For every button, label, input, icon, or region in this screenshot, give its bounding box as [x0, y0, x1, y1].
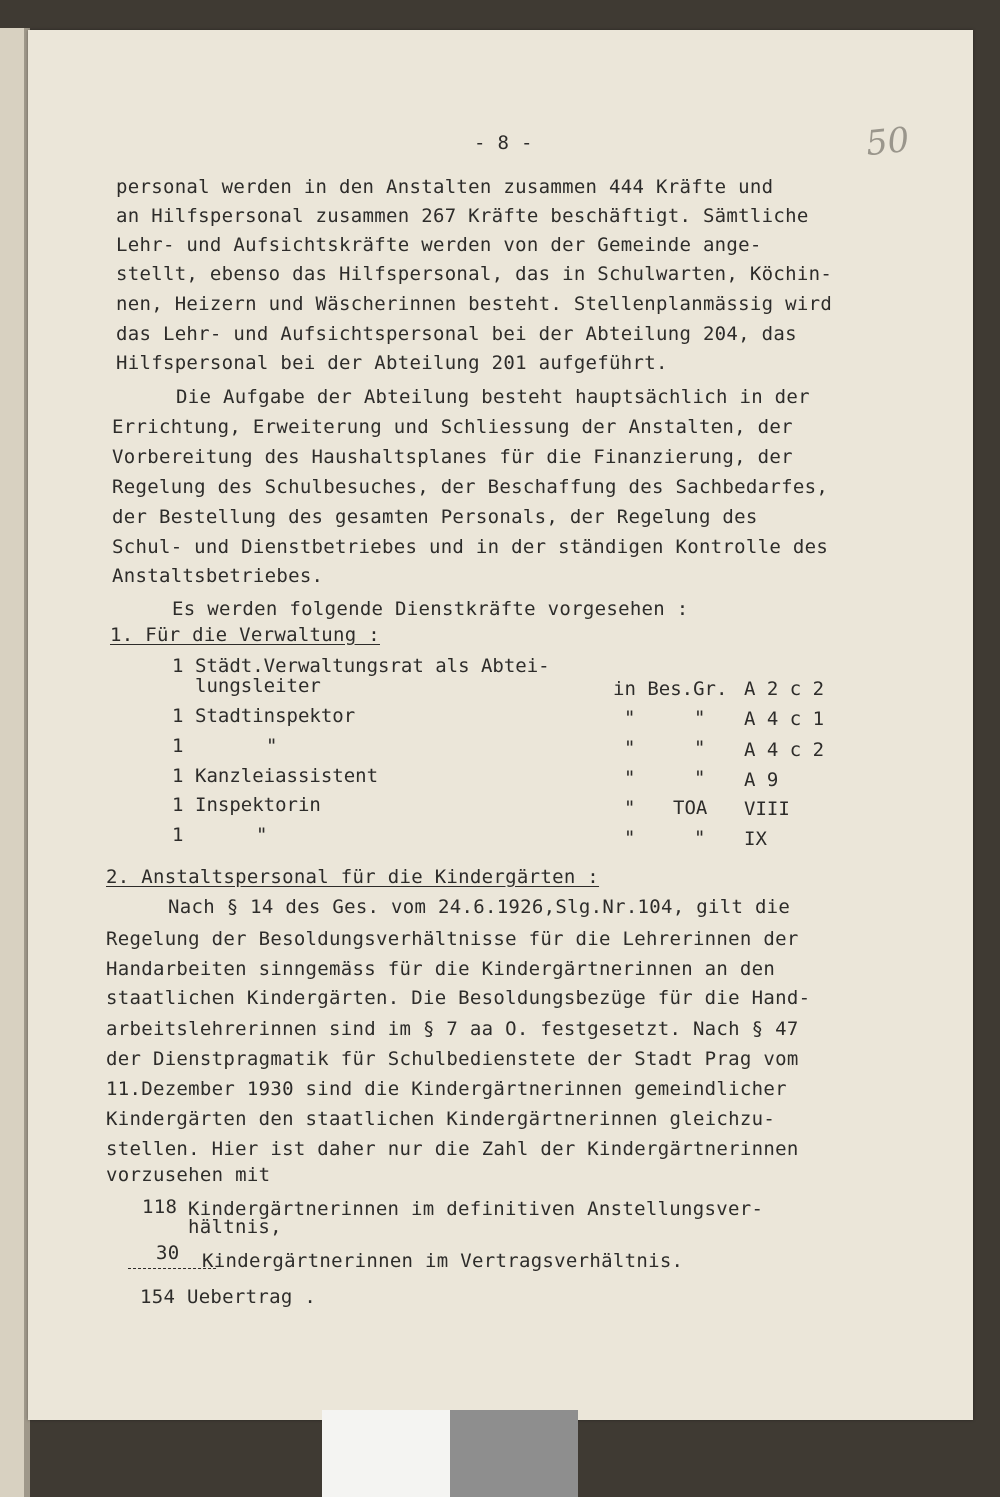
row-grade: VIII	[744, 798, 790, 820]
item-text-continued: hältnis,	[188, 1216, 282, 1238]
text-line: nen, Heizern und Wäscherinnen besteht. Stellenplanmässig wird	[116, 293, 833, 315]
calibration-patch-gray	[450, 1410, 578, 1497]
row-grade: A 4 c 2	[744, 739, 825, 761]
text-line: staatlichen Kindergärten. Die Besoldungsbezüge für die Hand-	[106, 987, 811, 1009]
row-count: 1	[172, 655, 184, 677]
document-page	[28, 30, 973, 1420]
text-line: an Hilfspersonal zusammen 267 Kräfte beschäftigt. Sämtliche	[116, 205, 809, 227]
adjacent-page-edge	[0, 28, 24, 1497]
row-count: 1	[172, 765, 184, 787]
row-pay-group: in Bes.Gr.	[613, 678, 728, 700]
text-line: Lehr- und Aufsichtskräfte werden von der Gemeinde ange-	[116, 234, 762, 256]
page-number: - 8 -	[474, 132, 533, 154]
row-title: Kanzleiassistent	[195, 765, 379, 787]
item-text: Kindergärtnerinnen im Vertragsverhältnis.	[202, 1250, 684, 1272]
row-count: 1	[172, 824, 184, 846]
carry-total: 154 Uebertrag .	[140, 1286, 317, 1308]
text-line: 11.Dezember 1930 sind die Kindergärtnerinnen gemeindlicher	[106, 1078, 787, 1100]
text-line: Vorbereitung des Haushaltsplanes für die Finanzierung, der	[112, 446, 793, 468]
row-pay-group: "	[624, 797, 636, 819]
row-grade: A 4 c 1	[744, 708, 825, 730]
text-line: Errichtung, Erweiterung und Schliessung der Anstalten, der	[112, 416, 793, 438]
folio-number: 50	[864, 119, 912, 165]
row-pay-group: "	[624, 737, 636, 759]
row-title: Inspektorin	[195, 794, 321, 816]
row-grade: A 2 c 2	[744, 678, 825, 700]
row-pay-group: "	[624, 767, 636, 789]
text-line: Die Aufgabe der Abteilung besteht hauptsächlich in der	[176, 386, 810, 408]
text-line: Nach § 14 des Ges. vom 24.6.1926,Slg.Nr.104, gilt die	[168, 896, 791, 918]
text-line: Anstaltsbetriebes.	[112, 565, 324, 587]
row-pay-group: "	[624, 707, 636, 729]
section-heading: 1. Für die Verwaltung :	[110, 624, 380, 646]
intro-line: Es werden folgende Dienstkräfte vorgesehen :	[172, 598, 689, 620]
text-line: Schul- und Dienstbetriebes und in der ständigen Kontrolle des	[112, 536, 829, 558]
item-count: 30	[156, 1242, 180, 1264]
sum-rule	[128, 1268, 216, 1269]
row-title: Städt.Verwaltungsrat als Abtei-	[195, 655, 550, 677]
text-line: Kindergärten den staatlichen Kindergärtnerinnen gleichzu-	[106, 1108, 776, 1130]
row-pay-scale: "	[694, 707, 706, 729]
row-count: 1	[172, 705, 184, 727]
text-line: Handarbeiten sinngemäss für die Kindergärtnerinnen an den	[106, 958, 776, 980]
row-title: "	[256, 824, 268, 846]
calibration-patch-white	[322, 1410, 450, 1497]
row-pay-scale: "	[694, 767, 706, 789]
text-line: personal werden in den Anstalten zusammen 444 Kräfte und	[116, 176, 774, 198]
row-count: 1	[172, 794, 184, 816]
text-line: Hilfspersonal bei der Abteilung 201 aufgeführt.	[116, 352, 668, 374]
text-line: stellt, ebenso das Hilfspersonal, das in Schulwarten, Köchin-	[116, 263, 833, 285]
text-line: der Dienstpragmatik für Schulbedienstete der Stadt Prag vom	[106, 1048, 799, 1070]
text-line: vorzusehen mit	[106, 1164, 271, 1186]
row-title: "	[266, 735, 278, 757]
text-line: Regelung des Schulbesuches, der Beschaffung des Sachbedarfes,	[112, 476, 829, 498]
row-count: 1	[172, 735, 184, 757]
row-pay-scale: TOA	[673, 797, 708, 819]
row-pay-scale: "	[694, 827, 706, 849]
row-pay-scale: "	[694, 737, 706, 759]
item-count: 118	[142, 1196, 178, 1218]
row-title: Stadtinspektor	[195, 705, 356, 727]
section-heading: 2. Anstaltspersonal für die Kindergärten :	[106, 866, 600, 888]
text-line: arbeitslehrerinnen sind im § 7 aa O. festgesetzt. Nach § 47	[106, 1018, 799, 1040]
text-line: Regelung der Besoldungsverhältnisse für die Lehrerinnen der	[106, 928, 799, 950]
text-line: stellen. Hier ist daher nur die Zahl der Kindergärtnerinnen	[106, 1138, 799, 1160]
item-text: Kindergärtnerinnen im definitiven Anstellungsver-	[188, 1198, 764, 1220]
row-pay-group: "	[624, 827, 636, 849]
row-grade: A 9	[744, 769, 779, 791]
text-line: der Bestellung des gesamten Personals, der Regelung des	[112, 506, 758, 528]
row-grade: IX	[744, 828, 767, 850]
text-line: das Lehr- und Aufsichtspersonal bei der Abteilung 204, das	[116, 323, 797, 345]
row-title-continued: lungsleiter	[195, 675, 321, 697]
